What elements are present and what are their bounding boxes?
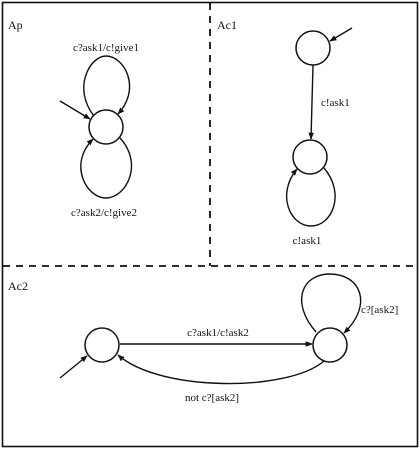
panel-ac2-title: Ac2 bbox=[8, 279, 28, 293]
label-ap-loop-top: c?ask1/c!give1 bbox=[73, 42, 139, 54]
transition-ac1 bbox=[311, 65, 313, 139]
initial-arrow-ap bbox=[60, 101, 90, 119]
label-ap-loop-bottom: c?ask2/c!give2 bbox=[71, 207, 137, 219]
label-ac2-loop: c?[ask2] bbox=[361, 304, 399, 316]
transition-ac2-back bbox=[118, 355, 324, 384]
initial-arrow-ac1 bbox=[330, 28, 352, 41]
state-ac2-right bbox=[313, 328, 347, 362]
label-ac2-back: not c?[ask2] bbox=[184, 392, 240, 404]
label-ac2-forward: c?ask1/c!ask2 bbox=[187, 327, 249, 339]
label-ac1-transition: c!ask1 bbox=[321, 97, 350, 109]
panel-ac1 bbox=[217, 18, 352, 247]
label-ac1-loop: c!ask1 bbox=[292, 235, 322, 247]
state-ac2-left bbox=[85, 328, 119, 362]
panel-ac1-title: Ac1 bbox=[217, 18, 237, 32]
panel-ac2 bbox=[8, 274, 398, 404]
loop-ap-top bbox=[84, 56, 130, 116]
loop-ap-bottom bbox=[81, 138, 132, 198]
loop-ac2 bbox=[302, 274, 361, 333]
panel-ap bbox=[8, 18, 139, 219]
state-ac1-top bbox=[296, 31, 330, 65]
panel-ap-title: Ap bbox=[8, 18, 23, 32]
initial-arrow-ac2 bbox=[60, 356, 87, 378]
state-ac1-bottom bbox=[293, 140, 327, 174]
loop-ac1 bbox=[287, 168, 336, 226]
